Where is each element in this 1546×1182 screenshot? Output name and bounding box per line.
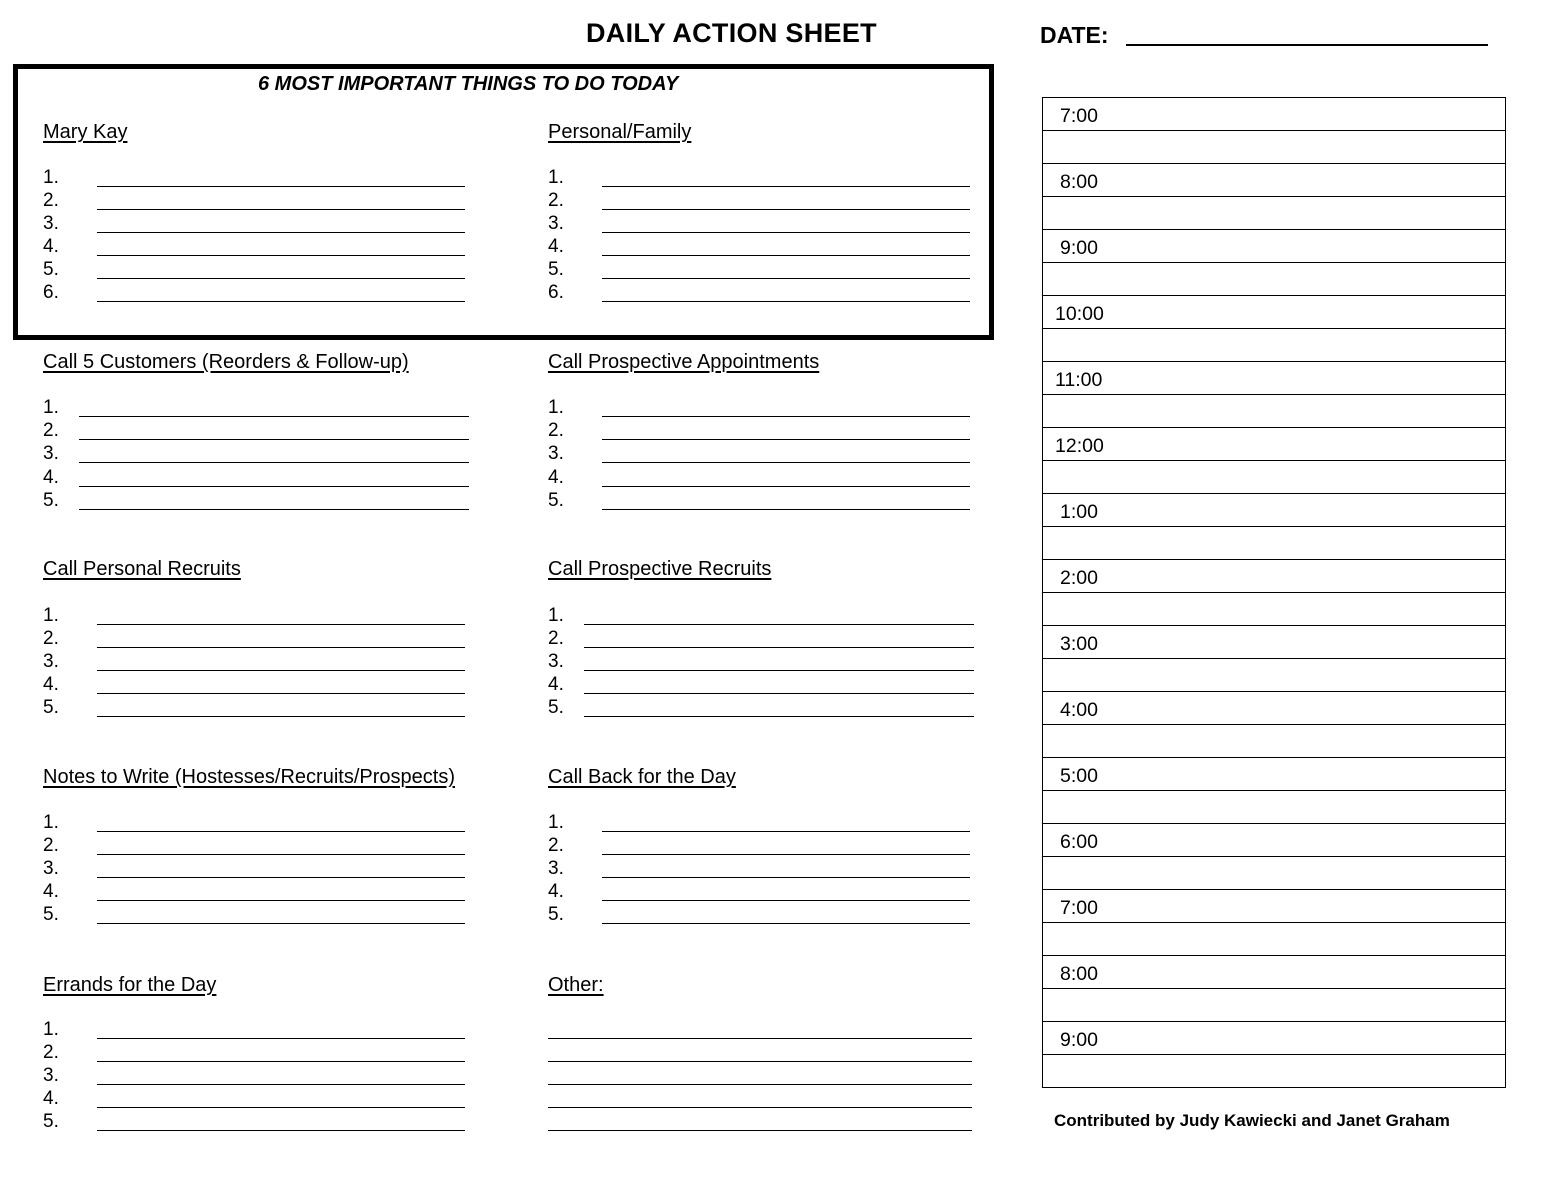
errands-entry-line[interactable] <box>97 1061 465 1062</box>
call-prospective-appointments-item-number: 5. <box>548 489 564 511</box>
call-customers-entry-line[interactable] <box>79 439 469 440</box>
mary-kay-entry-line[interactable] <box>97 301 465 302</box>
schedule-half-hour-row[interactable] <box>1043 197 1505 230</box>
notes-to-write-item-number: 3. <box>43 858 59 879</box>
personal-family-entry-line[interactable] <box>602 232 970 233</box>
schedule-hour-label: 3:00 <box>1060 633 1098 655</box>
mary-kay-item-number: 1. <box>43 167 59 188</box>
notes-to-write-entry-line[interactable] <box>97 877 465 878</box>
personal-family-item-number: 3. <box>548 213 564 234</box>
schedule-half-hour-row[interactable] <box>1043 329 1505 362</box>
call-prospective-recruits-entry-line[interactable] <box>584 647 974 648</box>
schedule-hour-row[interactable] <box>1043 296 1505 329</box>
schedule-half-hour-row[interactable] <box>1043 989 1505 1022</box>
call-prospective-recruits-heading: Call Prospective Recruits <box>548 558 772 580</box>
notes-to-write-item-number: 5. <box>43 904 59 925</box>
errands-entry-line[interactable] <box>97 1084 465 1085</box>
notes-to-write-item-number: 4. <box>43 881 59 902</box>
notes-to-write-heading: Notes to Write (Hostesses/Recruits/Prospects) <box>43 766 455 788</box>
call-back-item-number: 3. <box>548 858 564 879</box>
call-back-entry-line[interactable] <box>602 877 970 878</box>
call-prospective-recruits-entry-line[interactable] <box>584 670 974 671</box>
call-customers-item-number: 4. <box>43 466 59 488</box>
errands-entry-line[interactable] <box>97 1107 465 1108</box>
mary-kay-entry-line[interactable] <box>97 278 465 279</box>
call-back-entry-line[interactable] <box>602 900 970 901</box>
mary-kay-heading: Mary Kay <box>43 121 128 143</box>
schedule-half-hour-row[interactable] <box>1043 725 1505 758</box>
call-customers-entry-line[interactable] <box>79 416 469 417</box>
call-prospective-appointments-entry-line[interactable] <box>602 439 970 440</box>
errands-item-number: 1. <box>43 1019 59 1040</box>
call-personal-recruits-entry-line[interactable] <box>97 693 465 694</box>
call-prospective-appointments-item-number: 3. <box>548 443 564 465</box>
schedule-hour-row[interactable] <box>1043 164 1505 197</box>
schedule-hour-row[interactable] <box>1043 956 1505 989</box>
call-prospective-appointments-heading: Call Prospective Appointments <box>548 351 820 373</box>
schedule-half-hour-row[interactable] <box>1043 527 1505 560</box>
notes-to-write-entry-line[interactable] <box>97 831 465 832</box>
call-prospective-recruits-item-number: 5. <box>548 697 564 718</box>
schedule-hour-label: 1:00 <box>1060 501 1098 523</box>
schedule-hour-label: 6:00 <box>1060 831 1098 853</box>
personal-family-item-number: 2. <box>548 190 564 211</box>
mary-kay-entry-line[interactable] <box>97 186 465 187</box>
schedule-hour-label: 10:00 <box>1055 303 1104 325</box>
other-heading: Other: <box>548 974 604 996</box>
personal-family-entry-line[interactable] <box>602 186 970 187</box>
schedule-half-hour-row[interactable] <box>1043 593 1505 626</box>
call-customers-item-number: 2. <box>43 420 59 442</box>
schedule-hour-label: 5:00 <box>1060 765 1098 787</box>
call-back-item-number: 1. <box>548 812 564 833</box>
call-personal-recruits-entry-line[interactable] <box>97 716 465 717</box>
personal-family-entry-line[interactable] <box>602 278 970 279</box>
mary-kay-item-number: 3. <box>43 213 59 234</box>
schedule-half-hour-row[interactable] <box>1043 263 1505 296</box>
errands-entry-line[interactable] <box>97 1130 465 1131</box>
schedule-hour-row[interactable] <box>1043 494 1505 527</box>
mary-kay-item-number: 6. <box>43 282 59 303</box>
date-field[interactable] <box>1126 44 1488 46</box>
call-prospective-recruits-item-number: 1. <box>548 605 564 626</box>
errands-item-number: 2. <box>43 1042 59 1063</box>
hourly-schedule <box>1042 97 1506 1088</box>
schedule-hour-row[interactable] <box>1043 98 1505 131</box>
schedule-hour-row[interactable] <box>1043 560 1505 593</box>
call-prospective-appointments-item-number: 2. <box>548 420 564 442</box>
call-back-item-number: 5. <box>548 904 564 925</box>
call-prospective-appointments-entry-line[interactable] <box>602 462 970 463</box>
notes-to-write-item-number: 1. <box>43 812 59 833</box>
personal-family-item-number: 1. <box>548 167 564 188</box>
schedule-hour-row[interactable] <box>1043 428 1505 461</box>
call-personal-recruits-item-number: 4. <box>43 674 59 695</box>
schedule-hour-label: 8:00 <box>1060 171 1098 193</box>
schedule-hour-label: 7:00 <box>1060 897 1098 919</box>
other-entry-line[interactable] <box>548 1084 972 1085</box>
call-customers-heading: Call 5 Customers (Reorders & Follow-up) <box>43 351 409 373</box>
call-personal-recruits-item-number: 3. <box>43 651 59 672</box>
schedule-half-hour-row[interactable] <box>1043 461 1505 494</box>
other-entry-line[interactable] <box>548 1038 972 1039</box>
personal-family-entry-line[interactable] <box>602 255 970 256</box>
call-customers-entry-line[interactable] <box>79 486 469 487</box>
mary-kay-item-number: 5. <box>43 259 59 280</box>
other-entry-line[interactable] <box>548 1107 972 1108</box>
credit-text: Contributed by Judy Kawiecki and Janet Graham <box>1054 1111 1450 1130</box>
notes-to-write-item-number: 2. <box>43 835 59 856</box>
schedule-hour-row[interactable] <box>1043 890 1505 923</box>
schedule-hour-label: 12:00 <box>1055 435 1104 457</box>
schedule-hour-row[interactable] <box>1043 626 1505 659</box>
call-personal-recruits-heading: Call Personal Recruits <box>43 558 241 580</box>
schedule-half-hour-row[interactable] <box>1043 659 1505 692</box>
call-back-heading: Call Back for the Day <box>548 766 736 788</box>
call-prospective-recruits-entry-line[interactable] <box>584 624 974 625</box>
errands-item-number: 3. <box>43 1065 59 1086</box>
call-back-entry-line[interactable] <box>602 923 970 924</box>
schedule-hour-label: 2:00 <box>1060 567 1098 589</box>
top-priorities-title: 6 MOST IMPORTANT THINGS TO DO TODAY <box>258 73 679 95</box>
call-personal-recruits-item-number: 5. <box>43 697 59 718</box>
call-personal-recruits-item-number: 2. <box>43 628 59 649</box>
other-entry-line[interactable] <box>548 1061 972 1062</box>
errands-item-number: 4. <box>43 1088 59 1109</box>
schedule-hour-label: 8:00 <box>1060 963 1098 985</box>
schedule-half-hour-row[interactable] <box>1043 857 1505 890</box>
call-customers-entry-line[interactable] <box>79 462 469 463</box>
call-prospective-recruits-item-number: 4. <box>548 674 564 695</box>
mary-kay-entry-line[interactable] <box>97 209 465 210</box>
call-prospective-appointments-entry-line[interactable] <box>602 486 970 487</box>
call-customers-entry-line[interactable] <box>79 509 469 510</box>
page-title: DAILY ACTION SHEET <box>586 18 877 48</box>
mary-kay-entry-line[interactable] <box>97 232 465 233</box>
errands-entry-line[interactable] <box>97 1038 465 1039</box>
schedule-hour-row[interactable] <box>1043 824 1505 857</box>
call-personal-recruits-entry-line[interactable] <box>97 624 465 625</box>
schedule-hour-row[interactable] <box>1043 692 1505 725</box>
call-prospective-appointments-entry-line[interactable] <box>602 509 970 510</box>
personal-family-entry-line[interactable] <box>602 209 970 210</box>
mary-kay-item-number: 4. <box>43 236 59 257</box>
schedule-half-hour-row[interactable] <box>1043 131 1505 164</box>
schedule-half-hour-row[interactable] <box>1043 791 1505 824</box>
call-personal-recruits-item-number: 1. <box>43 605 59 626</box>
errands-heading: Errands for the Day <box>43 974 217 996</box>
call-prospective-recruits-entry-line[interactable] <box>584 693 974 694</box>
other-entry-line[interactable] <box>548 1130 972 1131</box>
call-back-entry-line[interactable] <box>602 831 970 832</box>
schedule-half-hour-row[interactable] <box>1043 923 1505 956</box>
call-customers-item-number: 1. <box>43 397 59 418</box>
mary-kay-item-number: 2. <box>43 190 59 211</box>
schedule-hour-label: 7:00 <box>1060 105 1098 127</box>
personal-family-entry-line[interactable] <box>602 301 970 302</box>
call-back-item-number: 2. <box>548 835 564 856</box>
notes-to-write-entry-line[interactable] <box>97 900 465 901</box>
schedule-hour-row[interactable] <box>1043 362 1505 395</box>
call-prospective-appointments-entry-line[interactable] <box>602 416 970 417</box>
call-prospective-appointments-item-number: 4. <box>548 466 564 488</box>
call-personal-recruits-entry-line[interactable] <box>97 670 465 671</box>
notes-to-write-entry-line[interactable] <box>97 854 465 855</box>
schedule-hour-row[interactable] <box>1043 1022 1505 1055</box>
call-prospective-recruits-item-number: 3. <box>548 651 564 672</box>
top-priorities-box <box>13 64 994 340</box>
personal-family-item-number: 6. <box>548 282 564 303</box>
date-label: DATE: <box>1040 22 1109 48</box>
call-personal-recruits-entry-line[interactable] <box>97 647 465 648</box>
schedule-hour-row[interactable] <box>1043 758 1505 791</box>
errands-item-number: 5. <box>43 1111 59 1132</box>
personal-family-item-number: 4. <box>548 236 564 257</box>
schedule-hour-row[interactable] <box>1043 230 1505 263</box>
call-prospective-recruits-item-number: 2. <box>548 628 564 649</box>
notes-to-write-entry-line[interactable] <box>97 923 465 924</box>
call-prospective-appointments-item-number: 1. <box>548 397 564 418</box>
schedule-hour-label: 4:00 <box>1060 699 1098 721</box>
call-customers-item-number: 3. <box>43 443 59 465</box>
call-customers-item-number: 5. <box>43 489 59 511</box>
call-back-entry-line[interactable] <box>602 854 970 855</box>
schedule-hour-label: 9:00 <box>1060 237 1098 259</box>
schedule-half-hour-row[interactable] <box>1043 1055 1505 1088</box>
schedule-half-hour-row[interactable] <box>1043 395 1505 428</box>
schedule-hour-label: 11:00 <box>1055 369 1103 391</box>
personal-family-item-number: 5. <box>548 259 564 280</box>
call-prospective-recruits-entry-line[interactable] <box>584 716 974 717</box>
call-back-item-number: 4. <box>548 881 564 902</box>
mary-kay-entry-line[interactable] <box>97 255 465 256</box>
personal-family-heading: Personal/Family <box>548 121 692 143</box>
schedule-hour-label: 9:00 <box>1060 1029 1098 1051</box>
